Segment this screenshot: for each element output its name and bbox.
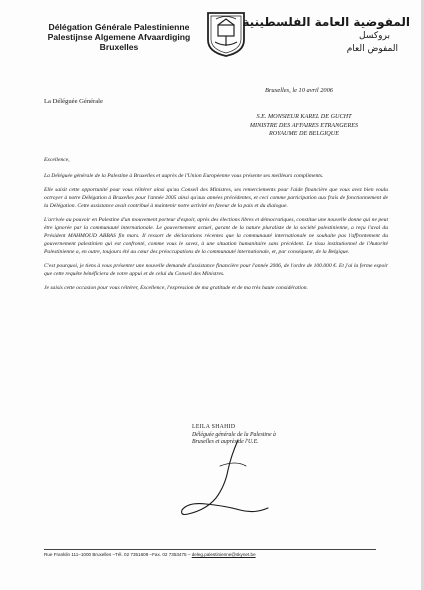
paragraph-compliments: La Déléguée générale de la Palestine à Bruxelles et auprès de l'Union Européenne vous présente ses meilleurs compliments. xyxy=(44,172,324,179)
paragraph-closing: Je saisis cette occasion pour vous réitérer, Excellence, l'expression de ma gratitude et de ma très haute considération. xyxy=(44,284,308,291)
paragraph-thanks: Elle saisit cette opportunité pour vous réitérer ainsi qu'au Conseil des Ministres, ses remerciements pour l'aide financière que vous avez bien voulu octroyer à notre Délégation à Bruxelles pour l'année 2005 ainsi qu'aux années précédentes, et ceci comme participation aux frais de fonctionnement de la Délégation. Cette assistance avait contribué à maintenir notre activité en faveur de la paix et du dialogue. xyxy=(44,187,388,209)
letter-body xyxy=(44,157,388,299)
letterhead-french xyxy=(34,22,204,52)
letterhead-arabic xyxy=(242,14,410,56)
letterhead-ar-line1: المفوضية العامة الفلسطينية xyxy=(242,15,410,29)
handwritten-signature xyxy=(176,436,276,524)
letter-date: Bruxelles, le 10 avril 2006 xyxy=(265,87,333,94)
palestinian-delegation-emblem-icon xyxy=(205,10,247,58)
letterhead-fr-line2: Palestijnse Algemene Afvaardiging xyxy=(47,32,191,42)
letterhead-fr-line3: Bruxelles xyxy=(99,42,139,52)
addressee-ministry: MINISTRE DES AFFAIRES ETRANGERES xyxy=(249,121,359,129)
footer-email-link[interactable]: deleg.palestinienne@skynet.be xyxy=(191,552,256,557)
signatory-name: LEILA SHAHID xyxy=(192,424,236,430)
addressee-name: S.E. MONSIEUR KAREL DE GUCHT xyxy=(256,113,352,120)
footer xyxy=(44,552,384,557)
addressee-country: ROYAUME DE BELGIQUE xyxy=(268,130,340,138)
addressee-block xyxy=(204,113,404,139)
paragraph-request: C'est pourquoi, je tiens à vous présenter une nouvelle demande d'assistance financière pour l'année 2006, de l'ordre de 100.000 €. Et j'ai la ferme espoir que cette requête bénéficiera de votre appui et de celui du Conseil des Ministres. xyxy=(44,262,388,277)
letterhead-fr-line1: Délégation Générale Palestinienne xyxy=(48,22,190,32)
paragraph-context: L'arrivée au pouvoir en Palestine d'un mouvement porteur d'espoir, après des élections libres et démocratiques, constitue une nouvelle donne qui ne peut être ignorée par la communauté internationale. Le gouvernement actuel, garant de la nature pluraliste de la société palestinienne, a reçu l'aval du Président MAHMOUD ABBAS fin mars. Il ressort de déclarations récentes que la communauté internationale ne souhaite pas l'affrontement du gouvernement palestinien qui est confronté, comme vous le savez, à une situation humanitaire sans précédent. Le tissu institutionnel de l'Autorité Palestinienne a, en outre, toujours été au cœur des préoccupations de la communauté internationale, et, par conséquent, de la Belgique. xyxy=(44,216,388,255)
sender-title: La Déléguée Générale xyxy=(44,98,103,105)
letterhead-ar-line3: المفوض العام xyxy=(346,44,398,54)
footer-rule xyxy=(44,549,376,550)
footer-address: Rue Franklin 111–1000 Bruxelles –Tél. 02 7351609 –Fax. 02 7353475 – xyxy=(44,552,191,557)
signatory-title-line2: Bruxelles et auprès de l'U.E. xyxy=(192,439,259,446)
salutation: Excellence, xyxy=(44,157,70,163)
letterhead-ar-line2: بروكسل xyxy=(359,31,390,41)
signatory-title-line1: Déléguée générale de la Palestine à xyxy=(192,431,276,438)
